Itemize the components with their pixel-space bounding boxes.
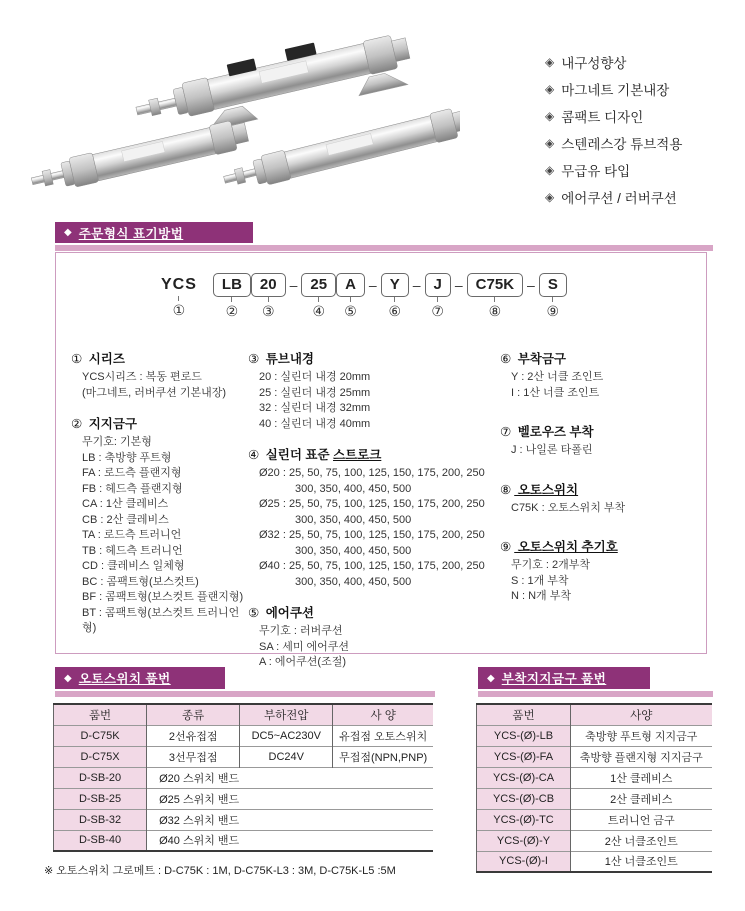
order-section-header <box>55 222 253 243</box>
table-cell: YCS-(Ø)-Y <box>477 830 571 851</box>
table-cell: YCS-(Ø)-CA <box>477 767 571 788</box>
table-cell: 축방향 푸트형 지지금구 <box>571 725 712 746</box>
table-row <box>477 746 712 767</box>
order-group-line: 20 : 실린더 내경 20mm <box>259 371 371 383</box>
table-cell: YCS-(Ø)-CB <box>477 788 571 809</box>
order-group <box>248 603 498 671</box>
order-group-line: FB : 헤드측 플랜지형 <box>82 482 183 495</box>
table-cell: D-SB-25 <box>54 788 147 809</box>
order-group <box>248 445 498 590</box>
model-segment-box: LB <box>213 273 251 297</box>
order-group-line: C75K : 오토스위치 부착 <box>511 501 626 514</box>
model-dash: – <box>412 277 421 293</box>
order-group <box>71 414 246 637</box>
diamond-bullet-icon: ◈ <box>545 135 555 150</box>
order-group-heading <box>500 349 700 367</box>
table-cell: D-SB-40 <box>54 830 147 851</box>
order-group-line: 300, 350, 400, 450, 500 <box>295 482 412 495</box>
order-group-line: CB : 2산 클레비스 <box>82 513 169 526</box>
order-group-line: BT : 콤팩트형(보스컷트 트러니언형) <box>82 606 240 634</box>
table-header-cell: 사 양 <box>333 704 433 725</box>
order-group-line: LB : 축방향 푸트형 <box>82 451 172 464</box>
feature-label: 스텐레스강 튜브적용 <box>561 136 683 152</box>
table-cell: D-SB-20 <box>54 767 147 788</box>
table-cell: 축방향 플랜지형 지지금구 <box>571 746 712 767</box>
feature-item <box>545 75 682 102</box>
model-segment-box: C75K <box>467 273 523 297</box>
feature-item <box>545 48 682 75</box>
diamond-bullet-icon: ◈ <box>545 108 555 123</box>
bracket-table-wrap <box>476 703 711 873</box>
circled-number: ③ <box>248 352 260 366</box>
table-header-row <box>54 704 434 725</box>
order-group-line: Ø32 : 25, 50, 75, 100, 125, 150, 175, 200, 250 <box>259 529 485 541</box>
table-cell: YCS-(Ø)-FA <box>477 746 571 767</box>
table-cell: DC5~AC230V <box>240 725 333 746</box>
circled-number: ⑤ <box>344 303 357 319</box>
model-segment-box: A <box>336 273 365 297</box>
bracket-table <box>476 703 712 873</box>
model-prefix-segment <box>161 273 197 319</box>
order-group-heading <box>248 349 498 367</box>
model-code-row <box>161 273 567 320</box>
feature-item <box>545 102 682 129</box>
table-header-cell: 사양 <box>571 704 712 725</box>
diamond-bullet-icon: ◈ <box>545 81 555 96</box>
order-group-line: 300, 350, 400, 450, 500 <box>295 575 412 588</box>
table-cell: D-C75K <box>54 725 147 746</box>
diamond-bullet-icon: ◈ <box>545 162 555 177</box>
order-group-line: CD : 클레비스 일체형 <box>82 560 185 572</box>
table-row <box>54 809 434 830</box>
diamond-icon: ◆ <box>487 672 495 684</box>
bracket-section-header <box>478 667 650 689</box>
order-group-line: 25 : 실린더 내경 25mm <box>259 386 371 399</box>
circled-number: ② <box>71 417 83 431</box>
order-group-line: Ø20 : 25, 50, 75, 100, 125, 150, 175, 200, 250 <box>259 467 485 479</box>
order-group-line: 40 : 실린더 내경 40mm <box>259 417 371 430</box>
model-segment <box>539 273 567 320</box>
model-segment-box: 20 <box>251 273 286 297</box>
circled-number: ⑦ <box>500 425 512 439</box>
model-segment-box: J <box>425 273 451 297</box>
diamond-bullet-icon: ◈ <box>545 189 555 204</box>
table-cell: 무접점(NPN,PNP) <box>333 746 433 767</box>
table-cell: Ø40 스위치 밴드 <box>147 830 433 851</box>
order-group-line: 무기호 : 러버쿠션 <box>259 625 343 637</box>
table-row <box>54 767 434 788</box>
order-column-1 <box>71 349 246 650</box>
feature-label: 콤팩트 디자인 <box>561 109 644 125</box>
order-section-title: 주문형식 표기방법 <box>78 226 184 241</box>
order-group-line: 무기호: 기본형 <box>82 436 152 448</box>
order-group-line: A : 에어쿠션(조절) <box>259 656 346 668</box>
circled-number: ⑦ <box>431 303 444 319</box>
table-cell: DC24V <box>240 746 333 767</box>
connector-line <box>552 297 553 302</box>
order-group-line: 32 : 실린더 내경 32mm <box>259 402 371 414</box>
model-segment <box>213 273 251 320</box>
order-group-line: Ø40 : 25, 50, 75, 100, 125, 150, 175, 200, 250 <box>259 560 485 572</box>
table-cell: Ø20 스위치 밴드 <box>147 767 433 788</box>
order-group-line: 무기호 : 2개부착 <box>511 559 591 571</box>
model-segment <box>336 273 365 320</box>
connector-line <box>394 297 395 302</box>
model-dash: – <box>527 277 535 293</box>
feature-label: 마그네트 기본내장 <box>561 82 670 98</box>
order-group-title: 실린더 표준 <box>262 448 334 462</box>
order-group-line: 300, 350, 400, 450, 500 <box>295 513 412 526</box>
order-group <box>500 422 700 459</box>
feature-label: 내구성향상 <box>561 55 627 71</box>
order-group-title: 지지금구 <box>85 417 137 431</box>
order-group-title-underlined: 오토스위치 <box>514 482 579 497</box>
model-segment <box>467 273 523 320</box>
table-row <box>477 788 712 809</box>
model-segment <box>425 273 451 320</box>
connector-line <box>437 297 438 302</box>
table-cell: 3선무접점 <box>147 746 240 767</box>
order-group <box>248 349 498 432</box>
model-dash: – <box>368 277 377 293</box>
circled-number: ① <box>71 352 83 366</box>
feature-label: 에어쿠션 / 러버쿠션 <box>561 190 677 206</box>
connector-line <box>350 297 351 302</box>
table-row <box>477 725 712 746</box>
autoswitch-section-strip <box>55 691 435 697</box>
autoswitch-section-header <box>55 667 225 689</box>
order-group-title: 벨로우즈 부착 <box>514 425 594 439</box>
order-group-line: BF : 콤팩트형(보스컷트 플랜지형) <box>82 591 244 603</box>
order-group-line: J : 나일론 타폴린 <box>511 444 593 456</box>
bracket-section-title: 부착지지금구 품번 <box>501 672 607 686</box>
table-cell: 2산 클레비스 <box>571 788 712 809</box>
bracket-section-strip <box>478 691 713 697</box>
order-group-line: N : N개 부착 <box>511 590 571 602</box>
order-group-title: 튜브내경 <box>262 352 314 366</box>
table-cell: 2선유접점 <box>147 725 240 746</box>
feature-item <box>545 183 682 210</box>
circled-number: ③ <box>261 303 275 319</box>
diamond-icon: ◆ <box>64 227 72 238</box>
circled-number: ⑥ <box>500 352 512 366</box>
order-format-box <box>55 252 707 668</box>
feature-list <box>545 48 682 210</box>
connector-line <box>318 297 319 302</box>
model-dash: – <box>289 277 298 293</box>
table-cell: Ø25 스위치 밴드 <box>147 788 433 809</box>
order-group-title: 에어쿠션 <box>262 606 314 620</box>
order-section-strip <box>55 245 713 251</box>
table-cell: 트러니언 금구 <box>571 809 712 830</box>
table-row <box>477 809 712 830</box>
order-group-line: Ø25 : 25, 50, 75, 100, 125, 150, 175, 200, 250 <box>259 498 485 510</box>
model-segment-box: Y <box>381 273 409 297</box>
order-group-heading <box>500 480 700 498</box>
connector-line <box>231 297 232 302</box>
table-header-cell: 품번 <box>54 704 147 725</box>
table-cell: 1산 클레비스 <box>571 767 712 788</box>
table-cell: 유접점 오토스위치 <box>333 725 433 746</box>
order-group-line: TB : 헤드측 트러니언 <box>82 544 183 557</box>
order-group-line: TA : 로드측 트러니언 <box>82 529 182 541</box>
order-group-title-underlined: 스트로크 <box>333 448 382 462</box>
circled-number: ⑧ <box>500 482 512 497</box>
circled-number: ⑧ <box>488 303 502 319</box>
table-row <box>477 830 712 851</box>
model-dash: – <box>454 277 463 293</box>
order-group-title-underlined: 오토스위치 추기호 <box>514 540 618 554</box>
feature-item <box>545 129 682 156</box>
circled-number: ⑤ <box>248 606 260 620</box>
autoswitch-note: ※ 오토스위치 그로메트 : D-C75K : 1M, D-C75K-L3 : 3M, D-C75K-L5 :5M <box>44 865 396 877</box>
order-group <box>500 349 700 401</box>
autoswitch-table <box>53 703 433 852</box>
diamond-icon: ◆ <box>64 672 72 684</box>
model-segment-box: 25 <box>301 273 336 297</box>
order-group-line: 300, 350, 400, 450, 500 <box>295 544 412 557</box>
product-photo-cylinders <box>30 8 460 208</box>
order-group-line: SA : 세미 에어쿠션 <box>259 640 350 653</box>
order-group <box>71 349 246 401</box>
order-group-title: 시리즈 <box>85 352 125 366</box>
order-group-line: S : 1개 부착 <box>511 574 569 587</box>
autoswitch-table-wrap <box>53 703 433 852</box>
order-column-2 <box>248 349 498 684</box>
order-group-heading <box>248 445 498 463</box>
order-group-line: (마그네트, 러버쿠션 기본내장) <box>82 386 227 399</box>
connector-line <box>178 296 179 301</box>
table-row <box>54 830 434 851</box>
circled-number: ① <box>172 302 186 318</box>
model-segment-box: S <box>539 273 567 297</box>
order-group-line: Y : 2산 너클 조인트 <box>511 371 604 383</box>
table-row <box>54 788 434 809</box>
table-cell: YCS-(Ø)-TC <box>477 809 571 830</box>
table-cell: YCS-(Ø)-I <box>477 851 571 872</box>
table-cell: Ø32 스위치 밴드 <box>147 809 433 830</box>
order-group-heading <box>500 422 700 440</box>
autoswitch-section-title: 오토스위치 품번 <box>78 672 171 686</box>
table-header-row <box>477 704 712 725</box>
table-row <box>477 767 712 788</box>
circled-number: ④ <box>312 303 326 319</box>
table-row <box>54 725 434 746</box>
order-group-heading <box>71 414 246 432</box>
circled-number: ⑨ <box>500 540 512 554</box>
model-segment <box>251 273 286 320</box>
circled-number: ⑥ <box>388 303 401 319</box>
circled-number: ② <box>225 303 239 319</box>
order-group <box>500 480 700 517</box>
order-group-heading <box>500 537 700 555</box>
table-cell: D-C75X <box>54 746 147 767</box>
table-cell: 1산 너클조인트 <box>571 851 712 872</box>
table-header-cell: 품번 <box>477 704 571 725</box>
circled-number: ⑨ <box>546 303 560 319</box>
connector-line <box>268 297 269 302</box>
table-cell: YCS-(Ø)-LB <box>477 725 571 746</box>
table-header-cell: 부하전압 <box>240 704 333 725</box>
order-group-line: BC : 콤팩트형(보스컷트) <box>82 575 199 588</box>
order-group-line: I : 1산 너클 조인트 <box>511 386 600 399</box>
diamond-bullet-icon: ◈ <box>545 54 555 69</box>
feature-item <box>545 156 682 183</box>
feature-label: 무급유 타입 <box>561 163 631 179</box>
table-cell: D-SB-32 <box>54 809 147 830</box>
order-group-heading <box>71 349 246 367</box>
model-prefix: YCS <box>161 276 197 293</box>
order-group-line: CA : 1산 클레비스 <box>82 498 169 510</box>
model-segment <box>381 273 409 320</box>
order-group-title: 부착금구 <box>514 352 566 366</box>
table-header-cell: 종류 <box>147 704 240 725</box>
connector-line <box>494 297 495 302</box>
order-column-3 <box>500 349 700 626</box>
order-group-heading <box>248 603 498 621</box>
order-group-line: FA : 로드측 플랜지형 <box>82 467 182 479</box>
order-group <box>500 537 700 605</box>
order-group-line: YCS시리즈 : 복동 편로드 <box>82 371 202 383</box>
table-row <box>477 851 712 872</box>
circled-number: ④ <box>248 448 260 462</box>
table-row <box>54 746 434 767</box>
table-cell: 2산 너클조인트 <box>571 830 712 851</box>
model-segment <box>301 273 336 320</box>
